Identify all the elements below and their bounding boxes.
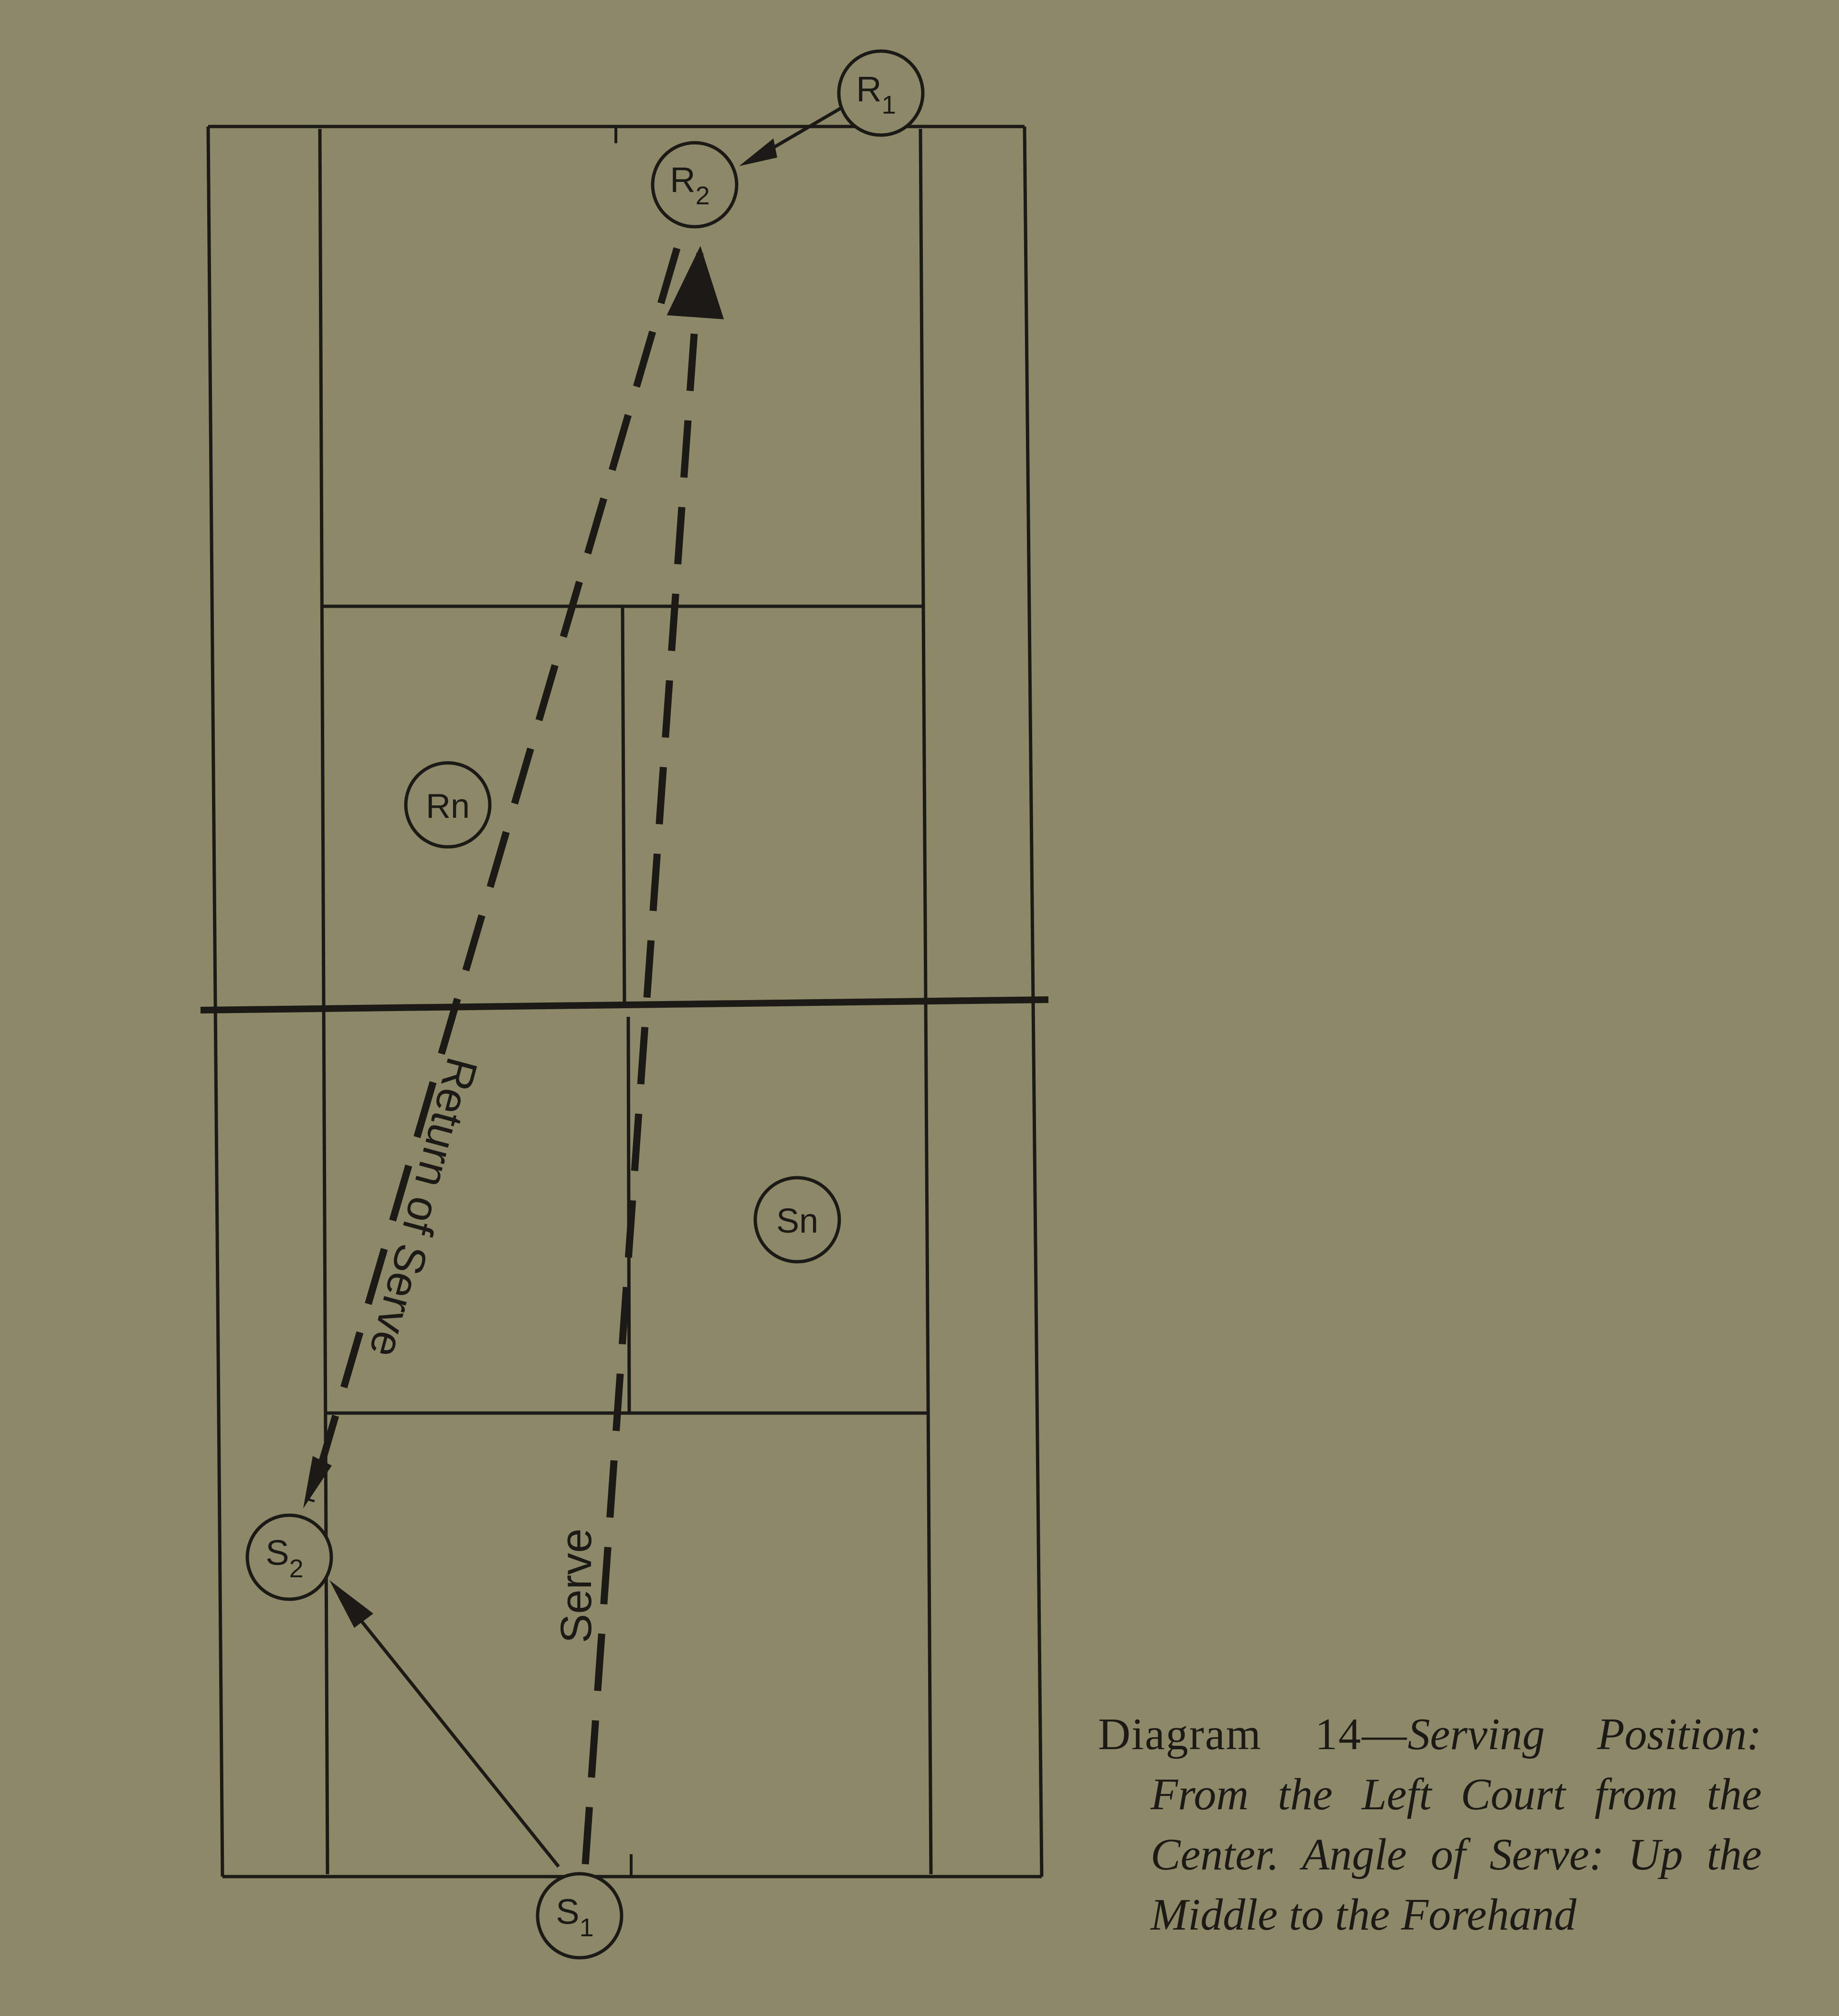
player-r2 — [653, 143, 737, 227]
receiver-movement-arrowhead — [739, 138, 777, 166]
caption-line-1 — [1098, 1704, 1762, 1764]
serve-label: Serve — [552, 1528, 601, 1643]
figure-caption — [1098, 1704, 1762, 1945]
caption-title-start: Serving Position: — [1407, 1710, 1762, 1759]
svg-text:R1: $R_1$ — [856, 69, 896, 119]
doubles-sideline-left — [208, 127, 222, 1877]
return-of-serve-label: Return of Serve — [359, 1052, 487, 1362]
player-s2 — [247, 1515, 331, 1599]
ball-paths — [303, 107, 842, 1867]
player-rn — [406, 763, 490, 847]
svg-text:R2: $R_2$ — [670, 160, 710, 210]
svg-text:S1: $S_1$ — [556, 1892, 594, 1942]
player-s1 — [538, 1874, 622, 1958]
player-sn — [755, 1178, 839, 1262]
singles-sideline-left — [320, 129, 328, 1874]
svg-text:Rn: Rn — [425, 787, 470, 825]
caption-line-2: From the Left Court from the — [1151, 1770, 1762, 1819]
server-movement-arrow — [349, 1605, 559, 1867]
server-movement-arrowhead — [329, 1580, 373, 1628]
svg-text:S2: $S_2$ — [265, 1533, 304, 1583]
serve-path — [585, 253, 700, 1864]
caption-line-4: Middle to the Forehand — [1151, 1890, 1576, 1940]
svg-text:Sn: Sn — [776, 1202, 819, 1240]
caption-line-3: Center. Angle of Serve: Up the — [1151, 1830, 1762, 1879]
center-service-line-far — [623, 606, 624, 1003]
tennis-court — [201, 127, 1048, 1877]
caption-lead: Diagram 14— — [1098, 1710, 1408, 1759]
player-r1 — [839, 51, 923, 135]
